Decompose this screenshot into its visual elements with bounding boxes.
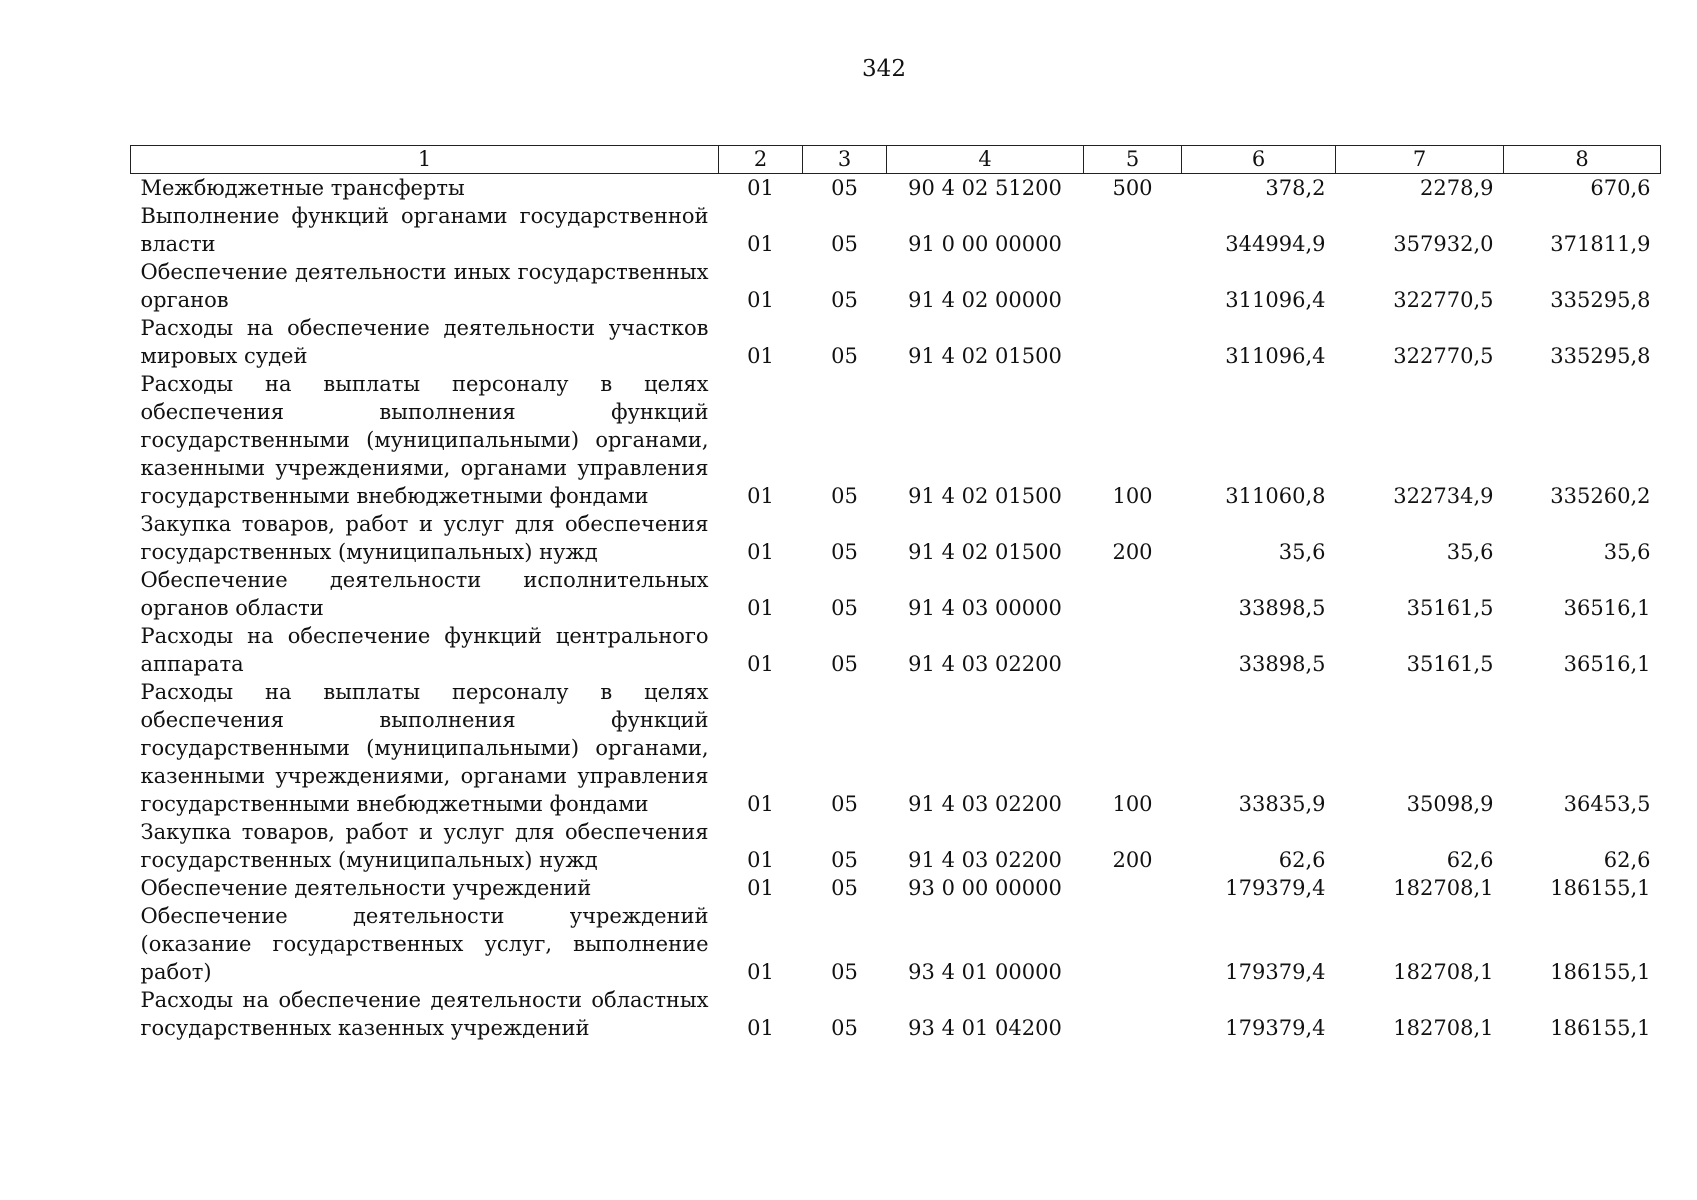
cell-amount-col7: 182708,1 — [1393, 960, 1494, 984]
table-row — [131, 370, 1661, 510]
cell-section: 01 — [747, 848, 774, 872]
cell-target-article: 91 4 03 02200 — [908, 652, 1062, 676]
cell-section: 01 — [747, 288, 774, 312]
table-row — [131, 314, 1661, 370]
cell-subsection: 05 — [831, 1016, 858, 1040]
column-header-3: 3 — [803, 146, 887, 174]
cell-section: 01 — [747, 540, 774, 564]
table-row — [131, 510, 1661, 566]
cell-amount-col8: 36453,5 — [1563, 792, 1651, 816]
row-description: Обеспечение деятельности учреждений — [140, 876, 592, 900]
cell-expense-type — [1084, 202, 1182, 258]
cell-expense-type: 500 — [1112, 176, 1153, 200]
cell-section: 01 — [747, 792, 774, 816]
cell-section: 01 — [747, 876, 774, 900]
cell-subsection: 05 — [831, 176, 858, 200]
row-description: Межбюджетные трансферты — [140, 176, 465, 200]
cell-subsection: 05 — [831, 288, 858, 312]
cell-amount-col7: 322734,9 — [1393, 484, 1494, 508]
table-row — [131, 874, 1661, 902]
row-description: Расходы на выплаты персоналу в целях обеспечения выполнения функций государственными (муниципальными) органами, казенными учреждениями, органами управления государственными внебюджетными фондами — [140, 680, 709, 816]
cell-amount-col7: 182708,1 — [1393, 1016, 1494, 1040]
table-row — [131, 986, 1661, 1042]
cell-section: 01 — [747, 596, 774, 620]
cell-target-article: 91 4 03 02200 — [908, 792, 1062, 816]
cell-target-article: 91 4 03 02200 — [908, 848, 1062, 872]
cell-expense-type — [1084, 258, 1182, 314]
cell-expense-type: 200 — [1112, 540, 1153, 564]
cell-amount-col6: 311060,8 — [1225, 484, 1326, 508]
cell-subsection: 05 — [831, 596, 858, 620]
cell-amount-col6: 179379,4 — [1225, 876, 1326, 900]
cell-section: 01 — [747, 1016, 774, 1040]
column-header-4: 4 — [887, 146, 1084, 174]
cell-expense-type — [1084, 622, 1182, 678]
cell-amount-col8: 186155,1 — [1550, 1016, 1651, 1040]
row-description: Расходы на обеспечение функций центрального аппарата — [140, 624, 709, 676]
cell-amount-col7: 357932,0 — [1393, 232, 1494, 256]
cell-section: 01 — [747, 232, 774, 256]
cell-target-article: 93 4 01 00000 — [908, 960, 1062, 984]
cell-amount-col6: 62,6 — [1278, 848, 1326, 872]
page-number: 342 — [862, 56, 906, 82]
cell-amount-col8: 335260,2 — [1550, 484, 1651, 508]
cell-target-article: 91 0 00 00000 — [908, 232, 1062, 256]
cell-target-article: 91 4 03 00000 — [908, 596, 1062, 620]
cell-target-article: 93 4 01 04200 — [908, 1016, 1062, 1040]
table-row — [131, 174, 1661, 203]
table-row — [131, 902, 1661, 986]
cell-amount-col7: 2278,9 — [1420, 176, 1494, 200]
cell-amount-col6: 33898,5 — [1238, 652, 1326, 676]
cell-section: 01 — [747, 484, 774, 508]
column-header-2: 2 — [719, 146, 803, 174]
cell-amount-col7: 35161,5 — [1406, 652, 1494, 676]
row-description: Обеспечение деятельности исполнительных органов области — [140, 568, 709, 620]
cell-expense-type: 100 — [1112, 792, 1153, 816]
cell-amount-col8: 670,6 — [1590, 176, 1651, 200]
cell-amount-col7: 35098,9 — [1406, 792, 1494, 816]
cell-amount-col6: 33835,9 — [1238, 792, 1326, 816]
cell-subsection: 05 — [831, 848, 858, 872]
table-body — [131, 174, 1661, 1043]
cell-amount-col7: 182708,1 — [1393, 876, 1494, 900]
row-description: Закупка товаров, работ и услуг для обеспечения государственных (муниципальных) нужд — [140, 512, 709, 564]
cell-target-article: 91 4 02 01500 — [908, 344, 1062, 368]
row-description: Расходы на обеспечение деятельности областных государственных казенных учреждений — [140, 988, 709, 1040]
budget-table — [130, 145, 1661, 1042]
table-row — [131, 818, 1661, 874]
cell-amount-col6: 33898,5 — [1238, 596, 1326, 620]
cell-target-article: 91 4 02 01500 — [908, 484, 1062, 508]
cell-amount-col8: 335295,8 — [1550, 344, 1651, 368]
cell-subsection: 05 — [831, 876, 858, 900]
cell-subsection: 05 — [831, 652, 858, 676]
cell-amount-col8: 335295,8 — [1550, 288, 1651, 312]
row-description: Обеспечение деятельности учреждений (оказание государственных услуг, выполнение работ) — [140, 904, 709, 984]
cell-target-article: 90 4 02 51200 — [908, 176, 1062, 200]
column-header-6: 6 — [1182, 146, 1336, 174]
table-row — [131, 678, 1661, 818]
cell-amount-col6: 311096,4 — [1225, 288, 1326, 312]
column-header-7: 7 — [1336, 146, 1504, 174]
cell-amount-col7: 62,6 — [1446, 848, 1494, 872]
cell-target-article: 91 4 02 00000 — [908, 288, 1062, 312]
cell-section: 01 — [747, 176, 774, 200]
cell-section: 01 — [747, 960, 774, 984]
row-description: Выполнение функций органами государственной власти — [140, 204, 709, 256]
cell-expense-type — [1084, 566, 1182, 622]
cell-target-article: 93 0 00 00000 — [908, 876, 1062, 900]
column-header-5: 5 — [1084, 146, 1182, 174]
table-row — [131, 202, 1661, 258]
cell-amount-col7: 35161,5 — [1406, 596, 1494, 620]
cell-amount-col6: 311096,4 — [1225, 344, 1326, 368]
cell-expense-type — [1084, 986, 1182, 1042]
cell-amount-col6: 344994,9 — [1225, 232, 1326, 256]
cell-amount-col6: 35,6 — [1278, 540, 1326, 564]
cell-amount-col8: 36516,1 — [1563, 596, 1651, 620]
row-description: Расходы на обеспечение деятельности участков мировых судей — [140, 316, 709, 368]
cell-amount-col8: 62,6 — [1603, 848, 1651, 872]
cell-expense-type: 100 — [1112, 484, 1153, 508]
table-row — [131, 566, 1661, 622]
cell-subsection: 05 — [831, 792, 858, 816]
cell-section: 01 — [747, 652, 774, 676]
table-header-row — [131, 146, 1661, 174]
cell-subsection: 05 — [831, 232, 858, 256]
cell-amount-col7: 35,6 — [1446, 540, 1494, 564]
cell-amount-col6: 179379,4 — [1225, 960, 1326, 984]
cell-amount-col6: 378,2 — [1265, 176, 1326, 200]
row-description: Обеспечение деятельности иных государственных органов — [140, 260, 709, 312]
cell-amount-col7: 322770,5 — [1393, 344, 1494, 368]
column-header-8: 8 — [1504, 146, 1661, 174]
table-row — [131, 622, 1661, 678]
cell-expense-type — [1084, 902, 1182, 986]
cell-section: 01 — [747, 344, 774, 368]
column-header-1: 1 — [131, 146, 719, 174]
cell-subsection: 05 — [831, 484, 858, 508]
cell-amount-col7: 322770,5 — [1393, 288, 1494, 312]
cell-subsection: 05 — [831, 960, 858, 984]
cell-expense-type — [1084, 874, 1182, 902]
row-description: Закупка товаров, работ и услуг для обеспечения государственных (муниципальных) нужд — [140, 820, 709, 872]
cell-amount-col8: 186155,1 — [1550, 960, 1651, 984]
cell-amount-col8: 371811,9 — [1550, 232, 1651, 256]
cell-subsection: 05 — [831, 344, 858, 368]
cell-expense-type: 200 — [1112, 848, 1153, 872]
table-row — [131, 258, 1661, 314]
cell-expense-type — [1084, 314, 1182, 370]
cell-amount-col8: 36516,1 — [1563, 652, 1651, 676]
cell-amount-col6: 179379,4 — [1225, 1016, 1326, 1040]
cell-amount-col8: 186155,1 — [1550, 876, 1651, 900]
row-description: Расходы на выплаты персоналу в целях обеспечения выполнения функций государственными (муниципальными) органами, казенными учреждениями, органами управления государственными внебюджетными фондами — [140, 372, 709, 508]
cell-subsection: 05 — [831, 540, 858, 564]
cell-target-article: 91 4 02 01500 — [908, 540, 1062, 564]
cell-amount-col8: 35,6 — [1603, 540, 1651, 564]
